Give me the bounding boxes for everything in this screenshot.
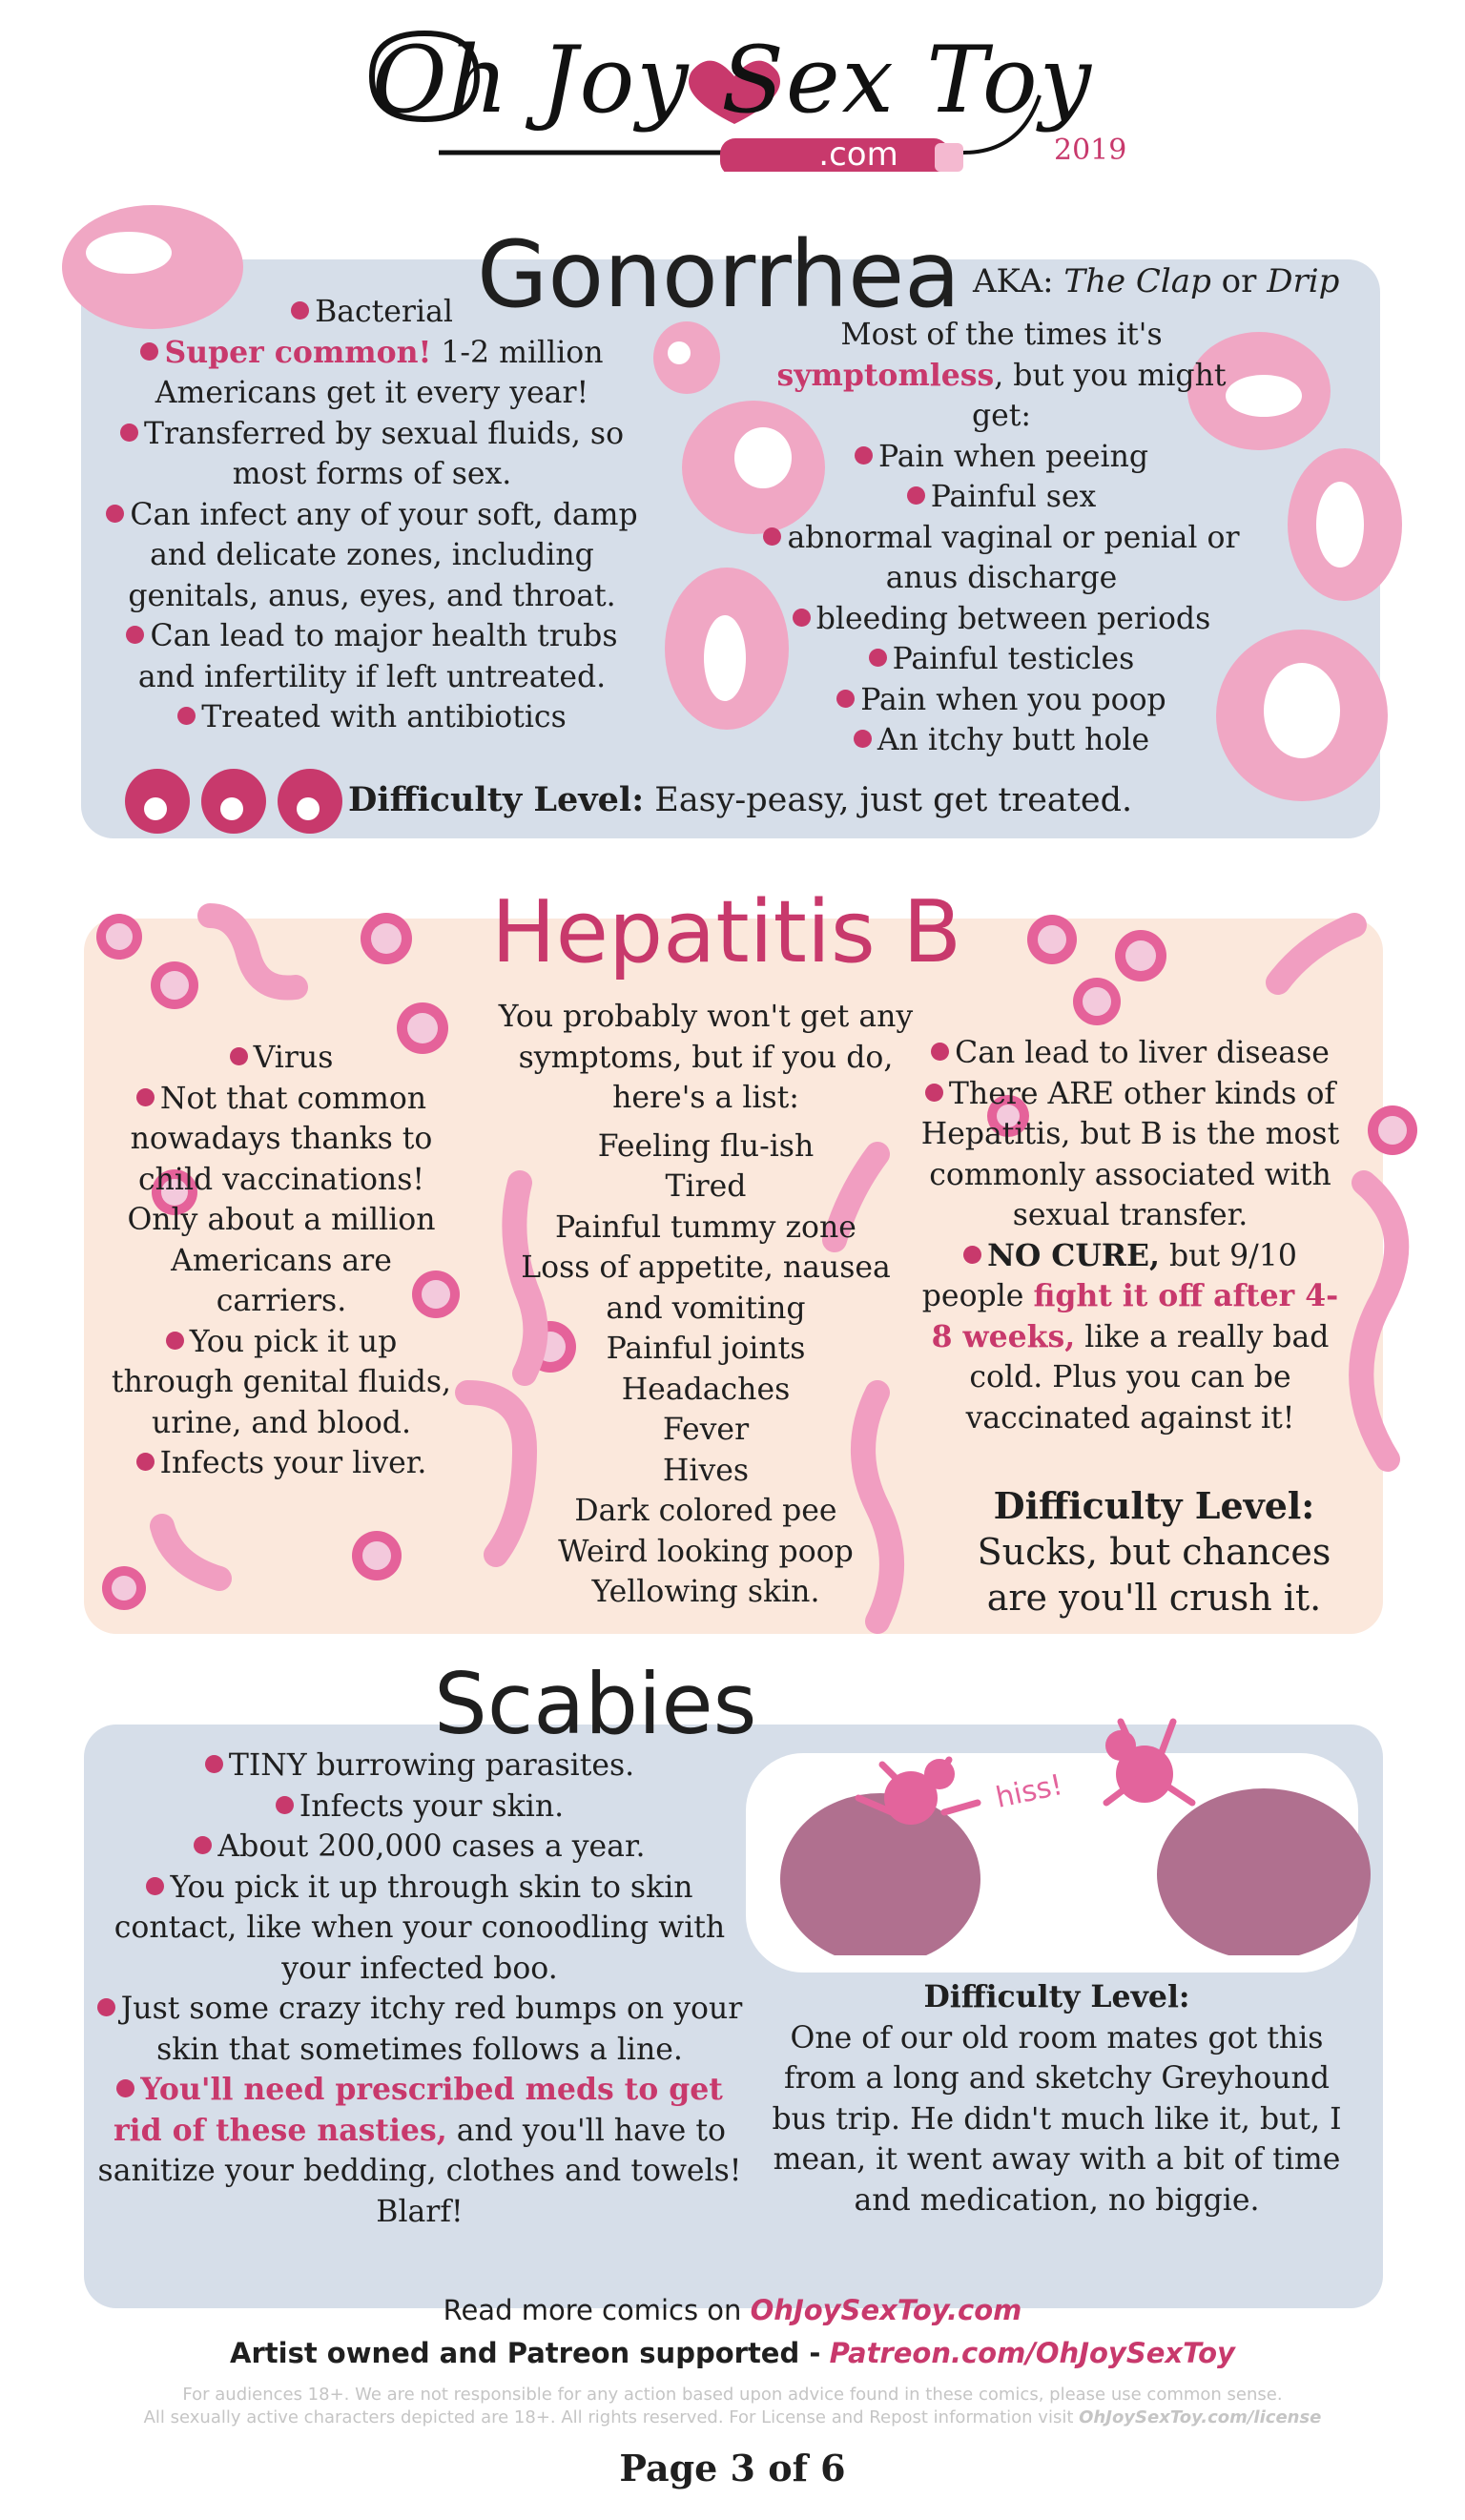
footer-disclaimer-2 <box>0 2407 1465 2427</box>
read-more-text: Read more comics on <box>443 2294 742 2326</box>
bullet-icon <box>931 1043 949 1061</box>
disclaimer-2-text: All sexually active characters depicted are 18+. All rights reserved. For License and Repost information visit <box>143 2407 1074 2427</box>
list-item: An itchy butt hole <box>763 720 1240 761</box>
list-item: Treated with antibiotics <box>95 697 649 738</box>
scabies-left-column <box>95 1745 744 2232</box>
list-item: Can lead to major health trubs and infertility if left untreated. <box>95 616 649 697</box>
bullet-icon <box>925 1084 943 1102</box>
list-item: About 200,000 cases a year. <box>95 1827 744 1868</box>
logo-domain: .com <box>818 135 898 174</box>
patreon-link[interactable]: Patreon.com/OhJoySexToy <box>829 2337 1235 2369</box>
bullet-icon <box>205 1755 223 1773</box>
list-item: Virus <box>105 1038 458 1079</box>
list-item: Painful tummy zone <box>555 1209 856 1245</box>
logo-wordmark: Oh Joy Sex Toy <box>372 27 1093 134</box>
list-item: Painful sex <box>763 477 1240 518</box>
hepatitis-left-column <box>105 1038 458 1484</box>
bullet-icon <box>907 486 925 505</box>
hepatitis-middle-column <box>491 997 920 1613</box>
logo[interactable] <box>343 10 1125 172</box>
list-item: Loss of appetite, nausea and vomiting <box>521 1250 891 1326</box>
list-item: Headaches <box>621 1372 791 1407</box>
list-item: You'll need prescribed meds to get rid of these nasties, and you'll have to sanitize your bedding, clothes and towels! Blarf! <box>97 2072 742 2229</box>
bullet-icon <box>177 707 196 725</box>
bullet-icon <box>166 1332 184 1350</box>
gonorrhea-difficulty <box>348 780 1132 819</box>
bullet-icon <box>120 423 138 442</box>
gonorrhea-title: Gonorrhea <box>477 221 960 328</box>
page-number: Page 3 of 6 <box>619 2447 846 2489</box>
bullet-icon <box>140 342 158 361</box>
list-item: Painful testicles <box>763 639 1240 680</box>
footer-disclaimer-1: For audiences 18+. We are not responsible for any action based upon advice found in these comics, please use common sense. <box>182 2385 1283 2405</box>
list-item: Yellowing skin. <box>591 1575 820 1609</box>
bullet-icon <box>291 301 309 320</box>
bullet-icon <box>963 1246 981 1264</box>
bullet-icon <box>106 505 124 523</box>
list-item: Can lead to liver disease <box>920 1033 1340 1074</box>
site-link[interactable]: OhJoySexToy.com <box>750 2294 1022 2326</box>
bullet-icon <box>763 527 781 546</box>
footer-patreon <box>0 2337 1465 2369</box>
list-item: TINY burrowing parasites. <box>95 1745 744 1787</box>
list-item: Tired <box>665 1169 747 1204</box>
bullet-icon <box>793 609 811 627</box>
bullet-icon <box>146 1877 164 1895</box>
list-item: Infects your skin. <box>95 1787 744 1828</box>
bullet-icon <box>855 446 873 465</box>
list-item: abnormal vaginal or penial or anus discharge <box>763 518 1240 599</box>
bullet-icon <box>276 1796 294 1814</box>
scabies-title: Scabies <box>434 1655 757 1753</box>
difficulty-value: Sucks, but chances are you'll crush it. <box>977 1531 1331 1619</box>
list-item: NO CURE, but 9/10 people fight it off after 4-8 weeks, like a really bad cold. Plus you can be vaccinated against it! <box>921 1237 1339 1436</box>
bullet-icon <box>836 690 855 708</box>
hepatitis-title: Hepatitis B <box>491 882 962 982</box>
ok-hand-icons <box>119 763 348 839</box>
list-item: Hives <box>662 1453 750 1488</box>
aka-name-2: Drip <box>1267 262 1340 300</box>
symptoms-intro: Most of the times it's symptomless, but you might get: <box>776 318 1227 433</box>
list-item: Fever <box>662 1413 750 1447</box>
list-item: Pain when you poop <box>763 680 1240 721</box>
list-item: Super common! 1-2 million Americans get it every year! <box>95 333 649 414</box>
list-item: You pick it up through skin to skin contact, like when your conoodling with your infected boo. <box>113 1869 726 1986</box>
hepatitis-right-column <box>920 1033 1340 1438</box>
list-item: You pick it up through genital fluids, urine, and blood. <box>111 1324 452 1440</box>
list-item: Painful joints <box>606 1332 806 1366</box>
license-link[interactable]: OhJoySexToy.com/license <box>1079 2407 1322 2427</box>
bullet-icon <box>136 1453 155 1471</box>
scabies-difficulty <box>771 1977 1343 2220</box>
bullet-icon <box>230 1047 248 1065</box>
bullet-icon <box>854 730 872 748</box>
difficulty-label: Difficulty Level: <box>993 1484 1315 1527</box>
difficulty-label: Difficulty Level: <box>923 1979 1190 2014</box>
list-item: Transferred by sexual fluids, so most forms of sex. <box>95 414 649 495</box>
list-item: bleeding between periods <box>763 599 1240 640</box>
aka-or: or <box>1221 262 1257 300</box>
aka-label: AKA: <box>973 262 1054 300</box>
logo-year: 2019 <box>1054 134 1127 167</box>
symptoms-intro: You probably won't get any symptoms, but if you do, here's a list: <box>498 1000 914 1115</box>
bullet-icon <box>136 1088 155 1106</box>
list-item: Pain when peeing <box>763 437 1240 478</box>
list-item: Feeling flu-ish <box>597 1128 815 1164</box>
patreon-text: Artist owned and Patreon supported - <box>230 2337 821 2369</box>
bullet-icon <box>194 1836 212 1854</box>
scabies-mites-illustration <box>744 1707 1412 1955</box>
list-item: Dark colored pee <box>574 1494 837 1528</box>
bullet-icon <box>869 649 887 667</box>
list-item: There ARE other kinds of Hepatitis, but B is the most commonly associated with sexual transfer. <box>920 1076 1340 1232</box>
list-item: Can infect any of your soft, damp and delicate zones, including genitals, anus, eyes, and throat. <box>95 495 649 617</box>
gonorrhea-left-column <box>95 292 649 738</box>
footer-read-more <box>0 2294 1465 2326</box>
list-item: Infects your liver. <box>105 1443 458 1484</box>
gonorrhea-right-column <box>763 315 1240 761</box>
difficulty-value: Easy-peasy, just get treated. <box>654 781 1133 819</box>
bullet-icon <box>116 2079 134 2097</box>
list-item: Weird looking poop <box>558 1534 854 1569</box>
gonorrhea-aka <box>973 262 1339 300</box>
difficulty-label: Difficulty Level: <box>348 780 645 819</box>
difficulty-value: One of our old room mates got this from a long and sketchy Greyhound bus trip. He didn't much like it, but, I mean, it went away with a bit of time and medication, no biggie. <box>772 2020 1342 2218</box>
bullet-icon <box>126 626 144 644</box>
hiss-label: hiss! <box>992 1767 1066 1815</box>
list-item: Bacterial <box>95 292 649 333</box>
hepatitis-difficulty <box>954 1483 1354 1621</box>
bullet-icon <box>97 1998 115 2016</box>
list-item: Not that common nowadays thanks to child vaccinations! Only about a million Americans are carriers. <box>127 1081 436 1318</box>
aka-name-1: The Clap <box>1063 262 1211 300</box>
list-item: Just some crazy itchy red bumps on your skin that sometimes follows a line. <box>95 1989 744 2070</box>
